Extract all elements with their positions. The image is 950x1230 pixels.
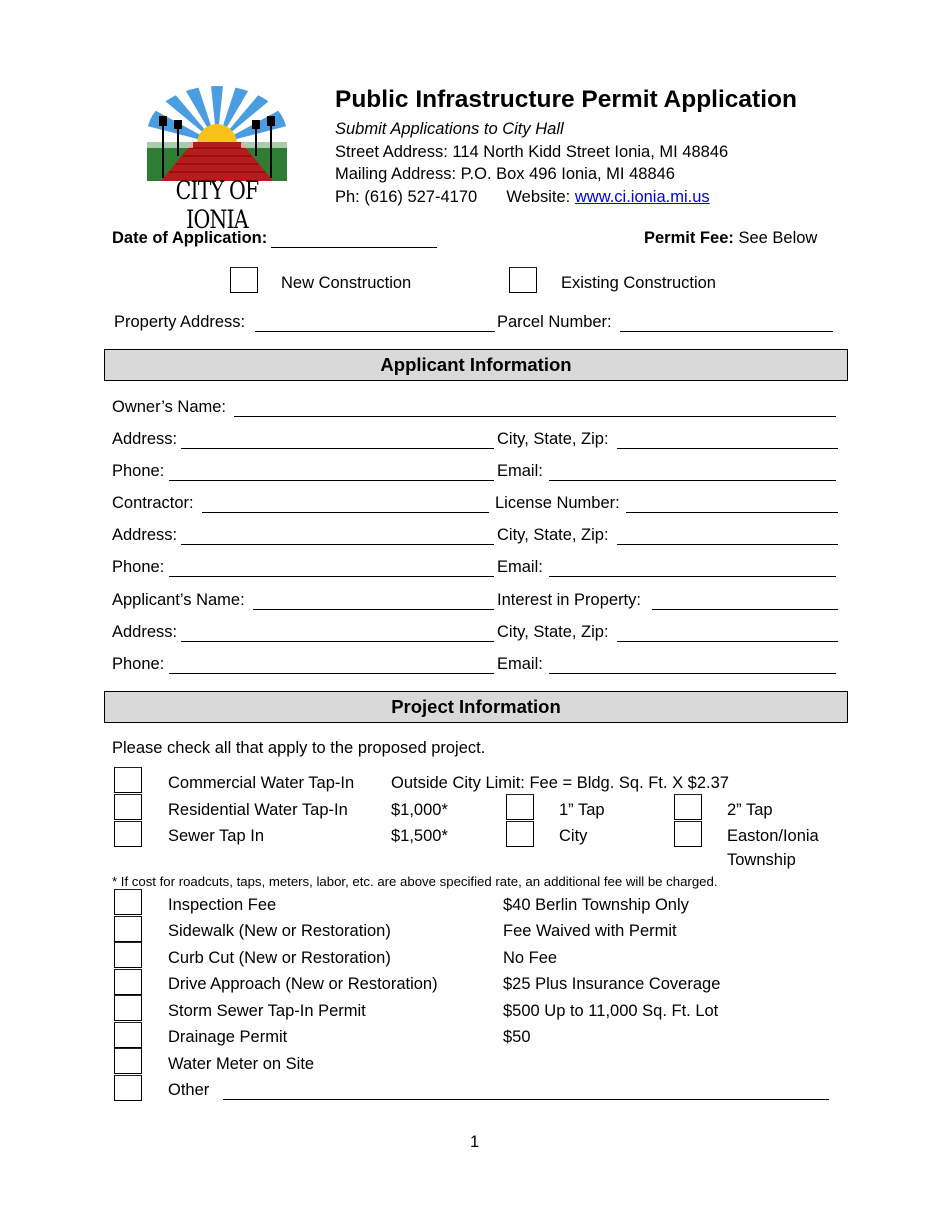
property-address-field[interactable] bbox=[255, 331, 495, 332]
contractor-city-state-zip-field[interactable] bbox=[617, 544, 838, 545]
other-checkbox[interactable] bbox=[114, 1075, 142, 1101]
contractor-email-field[interactable] bbox=[549, 576, 836, 577]
owners-name-label: Owner’s Name: bbox=[112, 398, 227, 416]
applicant-information-heading: Applicant Information bbox=[104, 349, 848, 381]
contractor-phone-label: Phone: bbox=[112, 558, 165, 576]
contact-line bbox=[335, 188, 710, 207]
storm-sewer-checkbox[interactable] bbox=[114, 995, 142, 1021]
license-number-label: License Number: bbox=[495, 494, 620, 512]
phone-number: Ph: (616) 527-4170 bbox=[335, 188, 478, 206]
project-instruction: Please check all that apply to the proposed project. bbox=[112, 739, 486, 757]
drainage-permit-label: Drainage Permit bbox=[168, 1028, 288, 1046]
date-of-application bbox=[112, 229, 267, 248]
easton-ionia-label-line1: Easton/Ionia bbox=[727, 827, 819, 845]
owner-email-label: Email: bbox=[497, 462, 543, 480]
owner-address-label: Address: bbox=[112, 430, 178, 448]
city-checkbox[interactable] bbox=[506, 821, 534, 847]
storm-sewer-label: Storm Sewer Tap-In Permit bbox=[168, 1002, 366, 1020]
residential-tap-fee: $1,000* bbox=[391, 801, 448, 819]
inspection-fee-label: Inspection Fee bbox=[168, 896, 277, 914]
other-label: Other bbox=[168, 1081, 210, 1099]
sidewalk-label: Sidewalk (New or Restoration) bbox=[168, 922, 391, 940]
parcel-number-label: Parcel Number: bbox=[497, 313, 612, 331]
owner-email-field[interactable] bbox=[549, 480, 836, 481]
contractor-email-label: Email: bbox=[497, 558, 543, 576]
two-inch-tap-checkbox[interactable] bbox=[674, 794, 702, 820]
applicant-city-state-zip-field[interactable] bbox=[617, 641, 838, 642]
easton-ionia-label-line2: Township bbox=[727, 851, 796, 869]
contractor-address-field[interactable] bbox=[181, 544, 494, 545]
website-link[interactable]: www.ci.ionia.mi.us bbox=[574, 188, 710, 206]
city-label: City bbox=[559, 827, 588, 845]
existing-construction-label: Existing Construction bbox=[561, 274, 716, 292]
contractor-phone-field[interactable] bbox=[169, 576, 494, 577]
page-title: Public Infrastructure Permit Application bbox=[335, 86, 797, 113]
owners-name-field[interactable] bbox=[234, 416, 836, 417]
owner-phone-label: Phone: bbox=[112, 462, 165, 480]
subtitle: Submit Applications to City Hall bbox=[335, 120, 564, 138]
city-logo-emblem bbox=[133, 86, 301, 181]
applicant-address-field[interactable] bbox=[181, 641, 494, 642]
commercial-tap-checkbox[interactable] bbox=[114, 767, 142, 793]
sidewalk-checkbox[interactable] bbox=[114, 916, 142, 942]
interest-in-property-label: Interest in Property: bbox=[497, 591, 641, 609]
inspection-fee-checkbox[interactable] bbox=[114, 889, 142, 915]
date-label: Date of Application: bbox=[112, 229, 268, 247]
one-inch-tap-label: 1” Tap bbox=[559, 801, 605, 819]
new-construction-label: New Construction bbox=[281, 274, 412, 292]
storm-sewer-fee: $500 Up to 11,000 Sq. Ft. Lot bbox=[503, 1002, 719, 1020]
water-meter-label: Water Meter on Site bbox=[168, 1055, 315, 1073]
drainage-permit-fee: $50 bbox=[503, 1028, 531, 1046]
one-inch-tap-checkbox[interactable] bbox=[506, 794, 534, 820]
easton-ionia-checkbox[interactable] bbox=[674, 821, 702, 847]
city-logo bbox=[133, 86, 301, 234]
permit-fee-label: Permit Fee: bbox=[644, 229, 734, 247]
other-field[interactable] bbox=[223, 1099, 829, 1100]
applicants-name-field[interactable] bbox=[253, 609, 494, 610]
owner-city-state-zip-label: City, State, Zip: bbox=[497, 430, 609, 448]
date-field[interactable] bbox=[271, 247, 437, 248]
permit-fee bbox=[644, 229, 817, 248]
drainage-permit-checkbox[interactable] bbox=[114, 1022, 142, 1048]
applicants-name-label: Applicant’s Name: bbox=[112, 591, 245, 609]
owner-city-state-zip-field[interactable] bbox=[617, 448, 838, 449]
applicant-email-field[interactable] bbox=[549, 673, 836, 674]
property-address-label: Property Address: bbox=[114, 313, 246, 331]
drive-approach-fee: $25 Plus Insurance Coverage bbox=[503, 975, 721, 993]
logo-text: CITY OF IONIA bbox=[175, 176, 259, 234]
applicant-address-label: Address: bbox=[112, 623, 178, 641]
curb-cut-checkbox[interactable] bbox=[114, 942, 142, 968]
sidewalk-fee: Fee Waived with Permit bbox=[503, 922, 677, 940]
project-information-heading: Project Information bbox=[104, 691, 848, 723]
applicant-email-label: Email: bbox=[497, 655, 543, 673]
page-number: 1 bbox=[470, 1133, 480, 1151]
sewer-tap-checkbox[interactable] bbox=[114, 821, 142, 847]
drive-approach-checkbox[interactable] bbox=[114, 969, 142, 995]
contractor-address-label: Address: bbox=[112, 526, 178, 544]
inspection-fee-amount: $40 Berlin Township Only bbox=[503, 896, 689, 914]
residential-tap-label: Residential Water Tap-In bbox=[168, 801, 348, 819]
water-meter-checkbox[interactable] bbox=[114, 1048, 142, 1074]
sewer-tap-fee: $1,500* bbox=[391, 827, 448, 845]
applicant-phone-field[interactable] bbox=[169, 673, 494, 674]
two-inch-tap-label: 2” Tap bbox=[727, 801, 773, 819]
commercial-tap-label: Commercial Water Tap-In bbox=[168, 774, 355, 792]
interest-in-property-field[interactable] bbox=[652, 609, 838, 610]
license-number-field[interactable] bbox=[626, 512, 838, 513]
website-label: Website: bbox=[506, 188, 571, 206]
contractor-label: Contractor: bbox=[112, 494, 194, 512]
contractor-city-state-zip-label: City, State, Zip: bbox=[497, 526, 609, 544]
owner-address-field[interactable] bbox=[181, 448, 494, 449]
outside-city-fee: Outside City Limit: Fee = Bldg. Sq. Ft. X $2.37 bbox=[391, 774, 729, 792]
parcel-number-field[interactable] bbox=[620, 331, 833, 332]
curb-cut-fee: No Fee bbox=[503, 949, 558, 967]
applicant-city-state-zip-label: City, State, Zip: bbox=[497, 623, 609, 641]
owner-phone-field[interactable] bbox=[169, 480, 494, 481]
street-address: Street Address: 114 North Kidd Street Ionia, MI 48846 bbox=[335, 143, 729, 161]
residential-tap-checkbox[interactable] bbox=[114, 794, 142, 820]
sewer-tap-label: Sewer Tap In bbox=[168, 827, 265, 845]
new-construction-checkbox[interactable] bbox=[230, 267, 258, 293]
permit-fee-value: See Below bbox=[738, 229, 818, 247]
applicant-phone-label: Phone: bbox=[112, 655, 165, 673]
contractor-field[interactable] bbox=[202, 512, 489, 513]
footnote: * If cost for roadcuts, taps, meters, labor, etc. are above specified rate, an additional fee will be charged. bbox=[112, 874, 718, 889]
existing-construction-checkbox[interactable] bbox=[509, 267, 537, 293]
mailing-address: Mailing Address: P.O. Box 496 Ionia, MI 48846 bbox=[335, 165, 675, 183]
drive-approach-label: Drive Approach (New or Restoration) bbox=[168, 975, 438, 993]
curb-cut-label: Curb Cut (New or Restoration) bbox=[168, 949, 391, 967]
